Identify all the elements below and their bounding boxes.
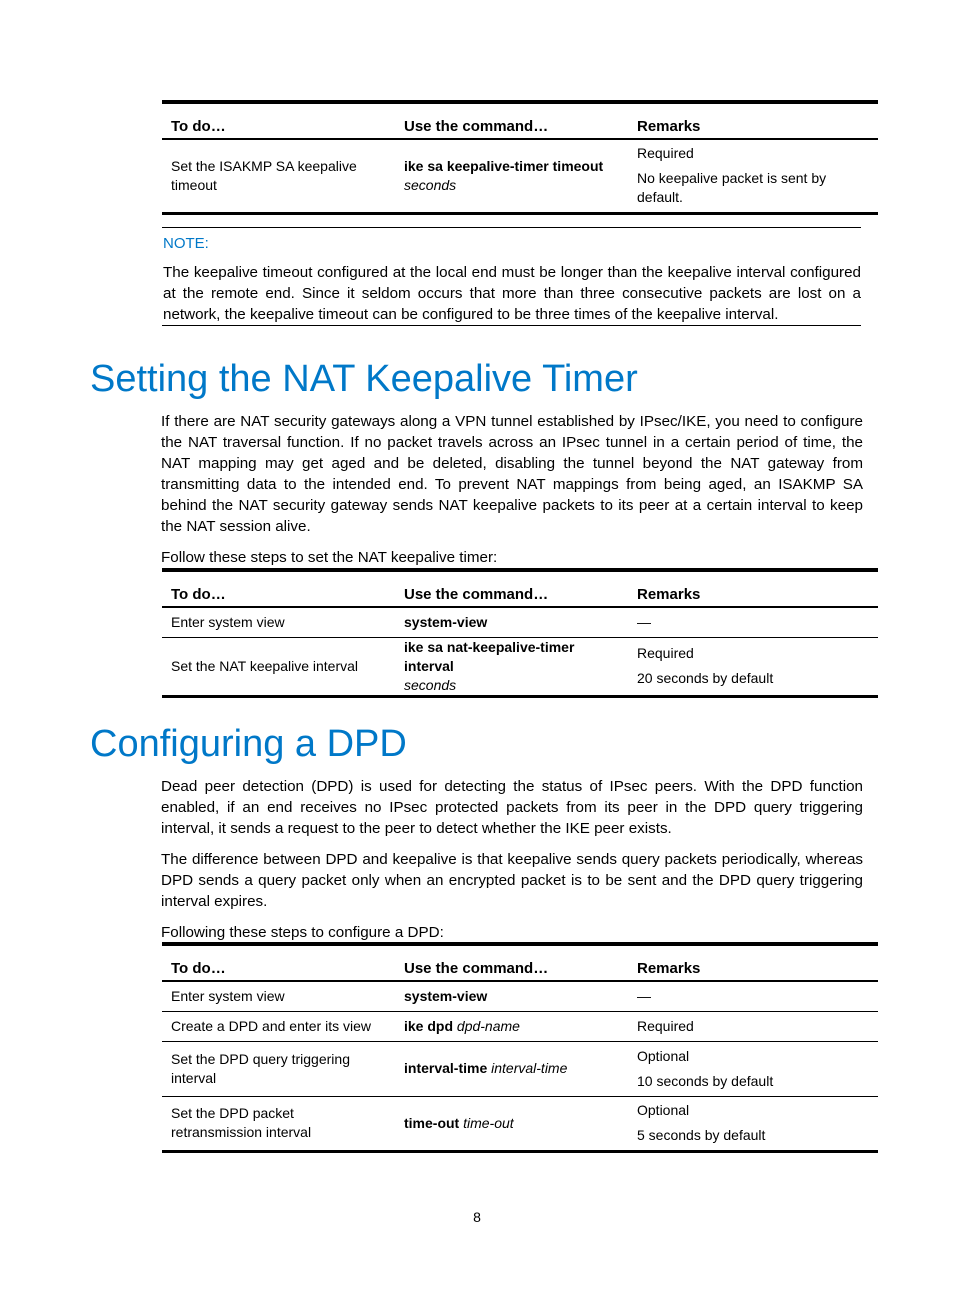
- row-remarks: [628, 139, 878, 213]
- row-remarks: [628, 981, 878, 1011]
- command-argument: seconds: [404, 176, 457, 193]
- keepalive-timeout-table: [162, 100, 878, 215]
- remark-line: Required: [637, 145, 694, 162]
- row-command: [395, 1041, 628, 1096]
- header-todo: To do…: [171, 960, 226, 977]
- table-row: [162, 139, 878, 213]
- command-keyword: system-view: [404, 613, 488, 630]
- page-number: 8: [473, 1209, 481, 1225]
- remark-line: Required: [637, 1017, 694, 1034]
- header-todo: To do…: [171, 586, 226, 603]
- row-command: [395, 1011, 628, 1041]
- header-remarks: Remarks: [637, 586, 701, 603]
- note-label: NOTE:: [163, 235, 209, 252]
- section2-lead: Following these steps to configure a DPD:: [161, 924, 444, 941]
- remark-line: Required: [637, 645, 694, 661]
- remark-line: 5 seconds by default: [637, 1127, 766, 1143]
- command-keyword: ike sa keepalive-timer timeout: [404, 157, 604, 174]
- header-remarks: Remarks: [637, 118, 701, 135]
- remark-line: 10 seconds by default: [637, 1072, 774, 1089]
- header-todo: To do…: [171, 118, 226, 135]
- header-command: Use the command…: [404, 586, 549, 603]
- table-row: [162, 1041, 878, 1096]
- row-command: [395, 981, 628, 1011]
- row-todo: Enter system view: [171, 987, 285, 1004]
- section-title-nat-keepalive: Setting the NAT Keepalive Timer: [90, 358, 638, 400]
- row-remarks: [628, 607, 878, 637]
- command-argument: time-out: [463, 1114, 514, 1131]
- row-command: [395, 1096, 628, 1151]
- row-todo: Enter system view: [171, 613, 285, 630]
- note-top-rule: [162, 227, 861, 228]
- header-command: Use the command…: [404, 118, 549, 135]
- header-command: Use the command…: [404, 960, 549, 977]
- section-title-dpd: Configuring a DPD: [90, 723, 407, 765]
- row-remarks: [628, 1041, 878, 1096]
- row-todo: Create a DPD and enter its view: [171, 1017, 371, 1034]
- table-row: [162, 607, 878, 637]
- row-remarks: [628, 637, 878, 696]
- table-row: [162, 981, 878, 1011]
- row-todo: Set the DPD query triggering interval: [171, 1050, 350, 1086]
- command-keyword: system-view: [404, 987, 488, 1004]
- section1-paragraph: If there are NAT security gateways along a VPN tunnel established by IPsec/IKE, you need to configure the NAT traversal function. If no packet travels across an IPsec tunnel in a certain period of time, the NAT mapping may get aged and be deleted, disabling the tunnel beyond the NAT gateway from transmitting data to the intended end. To prevent NAT mappings from being aged, an ISAKMP SA behind the NAT security gateway sends NAT keepalive packets to its peer at a certain interval to keep the NAT session alive.: [161, 413, 863, 535]
- remark-line: No keepalive packet is sent by default.: [637, 170, 827, 206]
- table-row: [162, 1011, 878, 1041]
- row-todo: Set the DPD packet retransmission interval: [171, 1105, 312, 1140]
- command-argument: seconds: [404, 676, 457, 693]
- command-argument: interval-time: [491, 1060, 568, 1076]
- table-row: [162, 637, 878, 696]
- remark-line: Optional: [637, 1102, 690, 1118]
- section1-lead: Follow these steps to set the NAT keepalive timer:: [161, 549, 498, 566]
- row-command: [395, 637, 628, 696]
- section2-paragraph-2: The difference between DPD and keepalive is that keepalive sends query packets periodically, whereas DPD sends a query packet only when an encrypted packet is to be sent and the DPD query triggering interval expires.: [161, 851, 863, 910]
- row-remarks: [628, 1096, 878, 1151]
- section2-paragraph-1: Dead peer detection (DPD) is used for detecting the status of IPsec peers. With the DPD function enabled, if an end receives no IPsec protected packets from its peer in the DPD query triggering interval, it sends a request to the peer to detect whether the IKE peer exists.: [161, 778, 863, 837]
- remark-line: —: [637, 613, 651, 630]
- command-argument: dpd-name: [456, 1017, 520, 1034]
- row-todo: Set the ISAKMP SA keepalive timeout: [171, 157, 357, 193]
- header-remarks: Remarks: [637, 960, 701, 977]
- remark-line: 20 seconds by default: [637, 670, 774, 686]
- command-keyword: time-out: [404, 1114, 460, 1131]
- table-row: [162, 1096, 878, 1151]
- row-todo: Set the NAT keepalive interval: [171, 657, 359, 674]
- table-header-row: [162, 944, 878, 981]
- command-keyword: ike sa nat-keepalive-timer interval: [404, 638, 575, 674]
- dpd-table: [162, 942, 878, 1153]
- table-header-row: [162, 570, 878, 607]
- note-text: The keepalive timeout configured at the local end must be longer than the keepalive interval configured at the remote end. Since it seldom occurs that more than three consecutive packets are lost on a network, the keepalive timeout can be configured to be three times of the keepalive interval.: [163, 264, 861, 323]
- remark-line: Optional: [637, 1047, 690, 1064]
- row-remarks: [628, 1011, 878, 1041]
- table-header-row: [162, 102, 878, 139]
- remark-line: —: [637, 987, 651, 1004]
- nat-keepalive-table: [162, 568, 878, 698]
- row-command: [395, 139, 628, 213]
- command-keyword: ike dpd: [404, 1017, 454, 1034]
- row-command: [395, 607, 628, 637]
- command-keyword: interval-time: [404, 1060, 488, 1076]
- note-bottom-rule: [162, 325, 861, 326]
